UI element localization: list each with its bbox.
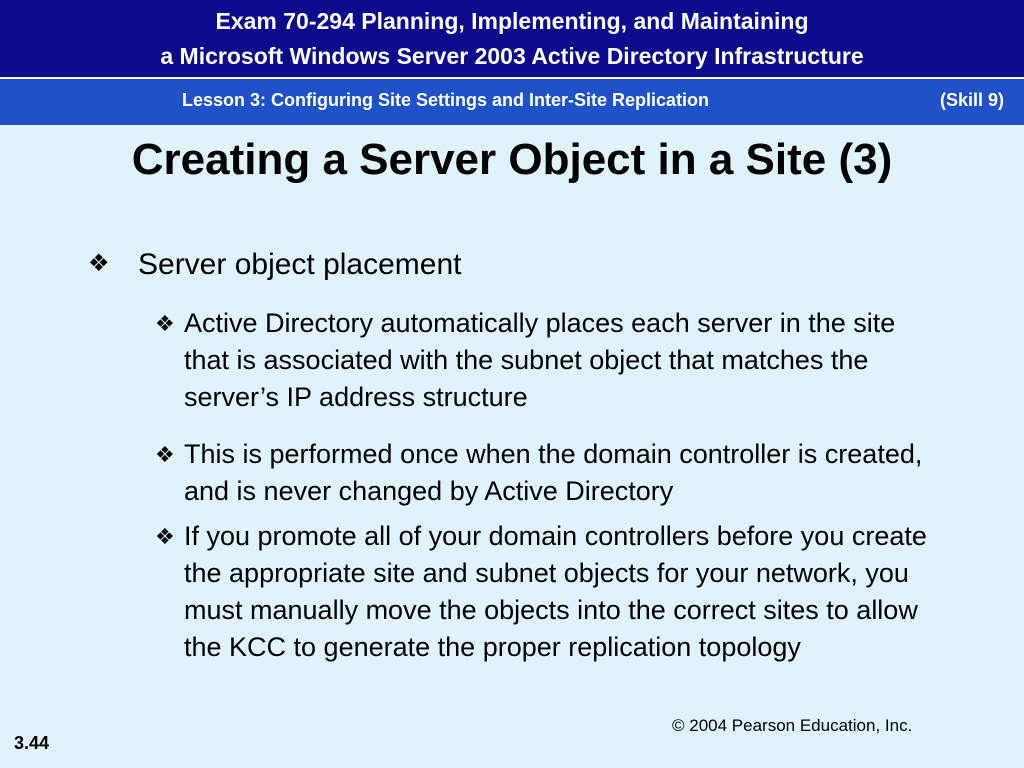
- slide-title: Creating a Server Object in a Site (3): [131, 135, 893, 184]
- lesson-title: Lesson 3: Configuring Site Settings and Inter-Site Replication: [182, 90, 710, 110]
- lesson-bar: [0, 79, 1024, 125]
- sub-bullet: [155, 518, 935, 666]
- sub-bullet: [155, 436, 935, 510]
- diamond-bullet-icon: ❖: [155, 311, 175, 336]
- exam-title-line1: Exam 70-294 Planning, Implementing, and Maintaining: [215, 8, 809, 34]
- copyright: © 2004 Pearson Education, Inc.: [672, 716, 913, 735]
- sub-bullet: [155, 305, 935, 416]
- diamond-bullet-icon: ❖: [88, 250, 110, 277]
- exam-header: [0, 0, 1024, 79]
- sub-bullet-text: This is performed once when the domain controller is created, and is never changed by Active Directory: [184, 439, 923, 506]
- exam-title-line2: a Microsoft Windows Server 2003 Active Directory Infrastructure: [160, 43, 864, 69]
- sub-bullet-text: If you promote all of your domain controllers before you create the appropriate site and subnet objects for your network, you must manually move the objects into the correct sites to allow the KCC to generate the proper replication topology: [184, 521, 927, 662]
- sub-bullet-text: Active Directory automatically places each server in the site that is associated with the subnet object that matches the server’s IP address structure: [184, 308, 896, 412]
- diamond-bullet-icon: ❖: [155, 524, 175, 549]
- diamond-bullet-icon: ❖: [155, 442, 175, 467]
- main-bullet-text: Server object placement: [138, 248, 462, 281]
- slide-number: 3.44: [14, 733, 50, 753]
- main-bullet: [88, 248, 462, 282]
- skill-label: (Skill 9): [939, 90, 1004, 110]
